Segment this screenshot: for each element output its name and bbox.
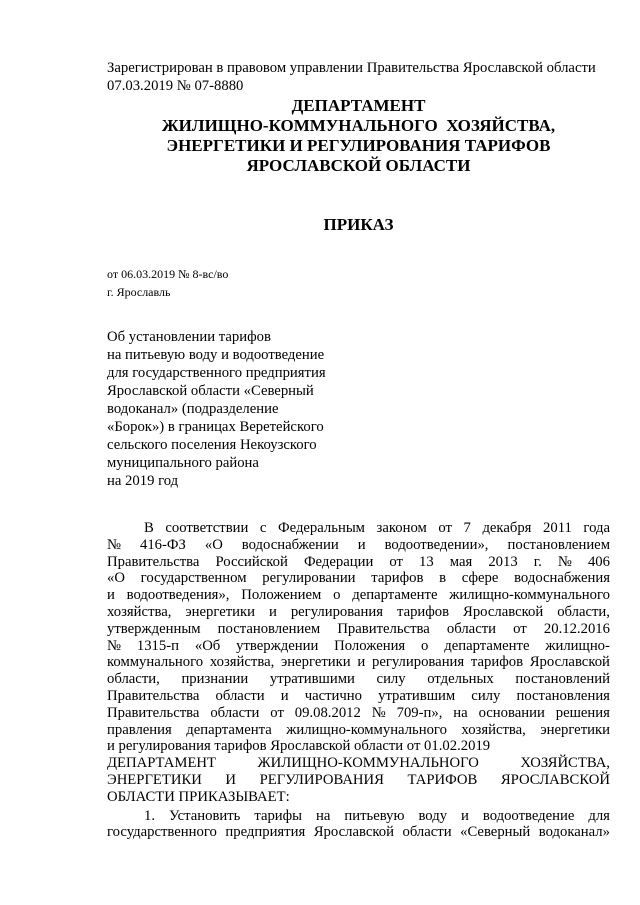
word: хозяйства, [461, 721, 526, 738]
word: декабря [482, 520, 532, 536]
word: от [389, 553, 403, 570]
word: тарифы [254, 807, 303, 824]
word: утратившими [269, 671, 355, 688]
word: области, [557, 603, 610, 620]
word: Положения [334, 637, 406, 654]
word: ХОЗЯЙСТВА, [520, 755, 610, 772]
word: № [107, 637, 122, 654]
word: области [210, 704, 260, 721]
word: № [557, 553, 572, 570]
word: тарифов [371, 570, 424, 587]
preamble-line [107, 604, 610, 621]
order-item-1 [107, 808, 610, 842]
preamble-line [107, 554, 610, 571]
order-meta [107, 265, 610, 301]
word: постановлением [507, 536, 610, 553]
subject-line: водоканал» (подразделение [107, 401, 279, 417]
word: государственном [140, 570, 247, 587]
word: о [333, 587, 341, 604]
word: жилищно-коммунального [286, 721, 447, 738]
preamble-line [107, 654, 610, 671]
resolution-line [107, 755, 610, 772]
word: ДЕПАРТАМЕНТ [107, 755, 217, 772]
word: Федерации [303, 553, 374, 570]
word: 416-ФЗ [139, 536, 186, 553]
word: для [588, 807, 610, 824]
word: энергетики [281, 654, 351, 671]
word: энергетики [540, 721, 610, 738]
word: энергетики [185, 603, 256, 620]
word: силу [471, 687, 501, 704]
word: водоснабжении [241, 536, 339, 553]
word: 406 [587, 553, 610, 570]
word: 2013 [488, 553, 518, 570]
subject-line: для государственного предприятия [107, 365, 326, 381]
word: ЭНЕРГЕТИКИ [107, 771, 202, 788]
word: жилищно-коммунального [449, 587, 610, 604]
word: силу [376, 671, 406, 688]
word: соответствии [165, 520, 249, 536]
item-line [107, 824, 610, 841]
word: от [270, 704, 284, 721]
word: года [583, 520, 610, 536]
preamble-line [107, 688, 610, 705]
word: Установить [168, 807, 241, 824]
word: с [259, 520, 267, 536]
word: ТАРИФОВ [407, 771, 478, 788]
word: отдельных [427, 671, 494, 688]
department-line: ЭНЕРГЕТИКИ И РЕГУЛИРОВАНИЯ ТАРИФОВ [166, 136, 551, 155]
department-line: ЖИЛИЩНО-КОММУНАЛЬНОГО ХОЗЯЙСТВА, [161, 116, 556, 135]
preamble-line [107, 537, 610, 554]
word: утверждении [236, 637, 319, 654]
word: водоотведение [482, 807, 575, 824]
resolution-line [107, 772, 610, 789]
word: и [107, 587, 115, 604]
order-date-number: от 06.03.2019 № 8-вс/во [107, 267, 229, 281]
word: Правительства [107, 704, 200, 721]
word: сфере [461, 570, 499, 587]
word: воду [418, 807, 448, 824]
word: хозяйства, [107, 603, 172, 620]
subject-line: на питьевую воду и водоотведение [107, 347, 325, 363]
department-heading [107, 96, 610, 176]
word: предприятия [225, 824, 306, 841]
preamble-line: и регулирования тарифов Ярославской области от 01.02.2019 [107, 738, 491, 755]
word: «О [204, 536, 223, 553]
word: утвержденным [107, 620, 201, 637]
resolution-line: ОБЛАСТИ ПРИКАЗЫВАЕТ: [107, 788, 290, 805]
word: области [215, 687, 265, 704]
preamble-line [107, 570, 610, 587]
resolution-statement [107, 755, 610, 805]
word: от [438, 520, 452, 536]
order-subject [107, 328, 610, 490]
word: от [513, 620, 527, 637]
word: ЯРОСЛАВСКОЙ [500, 771, 610, 788]
word: и [268, 603, 277, 620]
word: водоканал» [538, 824, 610, 841]
word: и [280, 687, 289, 704]
preamble-paragraph [107, 520, 610, 755]
word: РЕГУЛИРОВАНИЯ [259, 771, 384, 788]
registration-line: Зарегистрирован в правовом управлении Правительства Ярославской области [107, 60, 596, 76]
word: № [371, 704, 386, 721]
subject-line: на 2019 год [107, 473, 179, 489]
word: области, [107, 671, 160, 688]
word: питьевую [344, 807, 405, 824]
order-city: г. Ярославль [107, 285, 171, 299]
subject-line: Ярославской области «Северный [107, 383, 314, 399]
word: хозяйства, [209, 654, 275, 671]
word: правления [107, 721, 172, 738]
word: 7 [463, 520, 471, 536]
subject-line: Об установлении тарифов [107, 329, 271, 345]
word: департамента [186, 721, 272, 738]
word: 709-п», [396, 704, 443, 721]
item-line [107, 808, 610, 825]
word: жилищно- [545, 637, 610, 654]
registration-note [107, 59, 610, 95]
word: Ярославской [313, 824, 394, 841]
word: «Об [194, 637, 221, 654]
word: области [402, 824, 452, 841]
word: водоотведения», [126, 587, 230, 604]
word: регулировании [262, 570, 356, 587]
word: В [144, 520, 154, 536]
word: мая [449, 553, 473, 570]
word: 09.08.2012 [294, 704, 361, 721]
word: постановления [516, 687, 610, 704]
word: 13 [419, 553, 434, 570]
preamble-line [107, 671, 610, 688]
preamble-line [107, 621, 610, 638]
word: на [316, 807, 331, 824]
preamble-line [107, 705, 610, 722]
word: 2011 [543, 520, 572, 536]
word: Правительства [337, 620, 430, 637]
word: основании [478, 704, 545, 721]
word: Ярославской [463, 603, 544, 620]
word: И [225, 771, 237, 788]
word: «Северный [460, 824, 531, 841]
registration-number: 07.03.2019 № 07-8880 [107, 78, 244, 94]
word: на [453, 704, 468, 721]
subject-line: «Борок») в границах Веретейского [107, 419, 324, 435]
word: о [421, 637, 429, 654]
word: тарифов [396, 603, 450, 620]
word: Положением [241, 587, 322, 604]
word: и [461, 807, 469, 824]
word: признании [181, 671, 249, 688]
word: тарифов [470, 654, 524, 671]
preamble-line [107, 638, 610, 655]
word: регулирования [290, 603, 384, 620]
word: водоснабжения [514, 570, 610, 587]
word: Правительства [107, 687, 200, 704]
word: частично [304, 687, 362, 704]
word: № [107, 536, 122, 553]
word: 20.12.2016 [543, 620, 610, 637]
word: Российской [215, 553, 288, 570]
department-line: ДЕПАРТАМЕНТ [291, 96, 426, 115]
preamble-line [107, 520, 610, 537]
word: Ярославской [529, 654, 610, 671]
preamble-line [107, 587, 610, 604]
subject-line: сельского поселения Некоузского [107, 437, 317, 453]
preamble-line [107, 722, 610, 739]
word: государственного [107, 824, 217, 841]
word: водоотведении», [384, 536, 489, 553]
word: и [357, 536, 366, 553]
word: 1315-п [136, 637, 179, 654]
word: постановлением [217, 620, 321, 637]
word: регулирования [371, 654, 465, 671]
subject-line: муниципального района [107, 455, 259, 471]
word: г. [533, 553, 542, 570]
word: Правительства [107, 553, 200, 570]
word: постановлений [515, 671, 610, 688]
word: департаменте [352, 587, 438, 604]
order-body [107, 520, 610, 841]
word: «О [107, 570, 125, 587]
word: области [446, 620, 497, 637]
word: утратившим [378, 687, 456, 704]
word: департаменте [444, 637, 530, 654]
word: в [439, 570, 447, 587]
word: и [357, 654, 366, 671]
document-type-title: ПРИКАЗ [323, 215, 394, 234]
word: 1. [144, 807, 156, 824]
word: ЖИЛИЩНО-КОММУНАЛЬНОГО [257, 755, 479, 772]
word: коммунального [107, 654, 204, 671]
word: решения [555, 704, 610, 721]
word: законом [376, 520, 427, 536]
word: Федеральным [278, 520, 365, 536]
department-line: ЯРОСЛАВСКОЙ ОБЛАСТИ [246, 156, 471, 175]
